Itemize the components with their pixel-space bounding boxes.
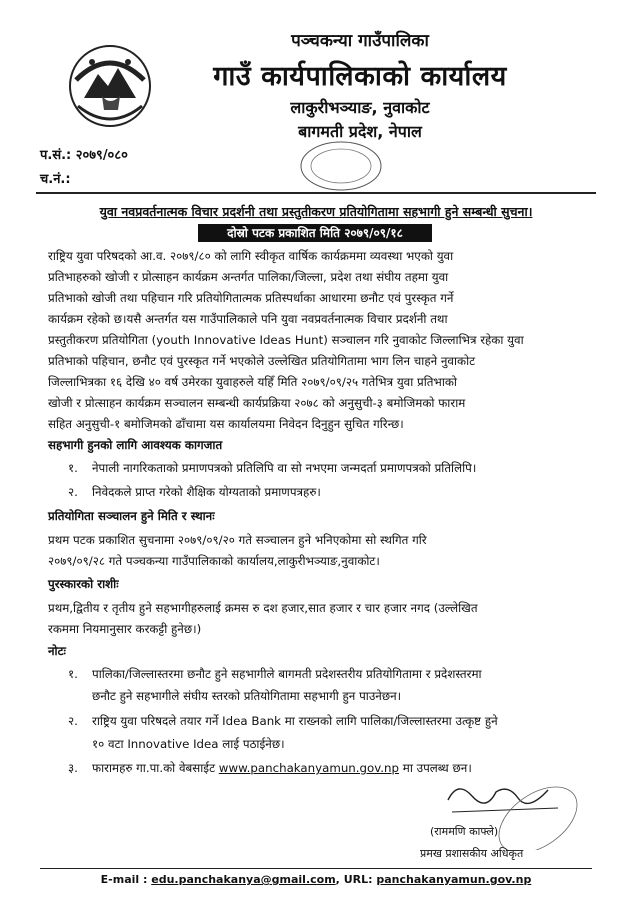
body-line: सहित अनुसुची-१ बमोजिमको ढाँचामा यस कार्यालयमा निवेदन दिनुहुन सुचित गरिन्छ। [48,417,404,431]
schedule-line: २०७९/०९/२८ गते पञ्चकन्या गाउँपालिकाको कार्यालय,लाकुरीभञ्याङ,नुवाकोट। [48,554,380,568]
body-line: प्रतिभाको पहिचान, छनौट एवं पुरस्कृत गर्ने भएकोले उल्लेखित प्रतियोगितामा भाग लिन चाहने नुवाकोट [48,354,476,368]
note-text: १० वटा Innovative Idea लाई पठाईनेछ। [92,737,285,751]
footer-divider [40,868,592,869]
dispatch-number: च.नं.: [40,172,71,187]
letter-reference-number: प.सं.: २०७९/०८० [40,148,128,163]
documents-item-number: २. [68,485,78,499]
email-label: E-mail : [100,873,148,886]
body-line: जिल्लाभित्रका १६ देखि ४० वर्ष उमेरका युवाहरुले यहिँ मिति २०७९/०९/२५ गतेभित्र युवा प्रतिभाको [48,375,457,389]
municipality-name: पञ्चकन्या गाउँपालिका [291,31,429,51]
nepal-government-emblem-icon [64,40,156,132]
schedule-heading: प्रतियोगिता सञ्चालन हुने मिति र स्थानः [48,509,215,523]
footer-contact [40,873,592,886]
prize-line: रकममा नियमानुसार करकट्टी हुनेछ।) [48,622,202,636]
body-line: प्रतिभाको खोजी तथा पहिचान गरि प्रतियोगितात्मक प्रतिस्पर्धाका आधारमा छनौट एवं पुरस्कृत गर्ने [48,291,454,305]
prize-heading: पुरस्कारको राशीः [48,577,119,591]
note-text-post: मा उपलब्ध छन। [399,761,472,775]
body-line: खोजी र प्रोत्साहन कार्यक्रम सञ्चालन सम्बन्धी कार्यप्रक्रिया २०७८ को अनुसुची-३ बमोजिमको फाराम [48,396,466,410]
province-country: बागमती प्रदेश, नेपाल [298,122,422,141]
note-text: छनौट हुने सहभागीले संघीय स्तरको प्रतियोगितामा सहभागी हुन पाउनेछन। [92,689,402,703]
body-line: राष्ट्रिय युवा परिषदको आ.व. २०७९/८० को लागि स्वीकृत वार्षिक कार्यक्रममा व्यवस्था भएको युवा [48,249,454,263]
note-text: पालिका/जिल्लास्तरमा छनौट हुने सहभागीले बागमती प्रदेशस्तरीय प्रतियोगितामा र प्रदेशस्तरमा [92,667,482,681]
note-number: १. [68,667,78,681]
note-text-pre: फारामहरु गा.पा.को वेबसाईट [92,761,219,775]
notes-heading: नोटः [48,644,66,658]
office-name: गाउँ कार्यपालिकाको कार्यालय [213,61,507,92]
publication-date-banner: दोस्रो पटक प्रकाशित मिति २०७९/०९/१८ [198,224,432,242]
note-text [92,760,472,776]
prize-line: प्रथम,द्वितीय र तृतीय हुने सहभागीहरुलाई क्रमस रु दश हजार,सात हजार र चार हजार नगद (उल्लेखित [48,601,478,615]
signatory-name: (राममणि काफ्ले) [430,825,499,838]
documents-item-text: नेपाली नागरिकताको प्रमाणपत्रको प्रतिलिपि वा सो नभएमा जन्मदर्ता प्रमाणपत्रको प्रतिलिपि। [92,461,477,475]
note-text: राष्ट्रिय युवा परिषदले तयार गर्ने Idea Bank मा राख्नको लागि पालिका/जिल्लास्तरमा उत्कृष्ट हुने [92,714,498,728]
office-stamp-icon [296,138,386,194]
note-number: ३. [68,761,78,775]
website-link[interactable]: www.panchakanyamun.gov.np [218,761,400,775]
body-line: प्रतिभाहरुको खोजी र प्रोत्साहन कार्यक्रम अन्तर्गत पालिका/जिल्ला, प्रदेश तथा संघीय तहमा युवा [48,270,449,284]
footer-separator: , [335,873,340,886]
header-divider [36,192,596,194]
documents-item-text: निवेदकले प्राप्त गरेको शैक्षिक योग्यताको प्रमाणपत्रहरु। [92,485,321,499]
note-number: २. [68,714,78,728]
url-link[interactable]: panchakanyamun.gov.np [376,873,532,886]
documents-item-number: १. [68,461,78,475]
schedule-line: प्रथम पटक प्रकाशित सुचनामा २०७९/०९/२० गते सञ्चालन हुने भनिएकोमा सो स्थगित गरि [48,533,427,547]
office-address: लाकुरीभञ्याङ, नुवाकोट [290,98,430,117]
url-label: URL: [343,873,373,886]
body-line: कार्यक्रम रहेको छ।यसै अन्तर्गत यस गाउँपालिकाले पनि युवा नवप्रवर्तनात्मक विचार प्रदर्शनी तथा [48,312,448,326]
body-line: प्रस्तुतीकरण प्रतियोगिता (youth Innovative Ideas Hunt) सञ्चालन गरि नुवाकोट जिल्लाभित्र रहेका युवा [48,333,524,347]
email-link[interactable]: edu.panchakanya@gmail.com [151,873,336,886]
notice-title: युवा नवप्रवर्तनात्मक विचार प्रदर्शनी तथा प्रस्तुतीकरण प्रतियोगितामा सहभागी हुने सम्बन्धी सुचना। [99,204,533,219]
documents-heading: सहभागी हुनको लागि आवश्यक कागजात [48,438,223,452]
signatory-title: प्रमख प्रशासकीय अधिकृत [420,847,524,860]
